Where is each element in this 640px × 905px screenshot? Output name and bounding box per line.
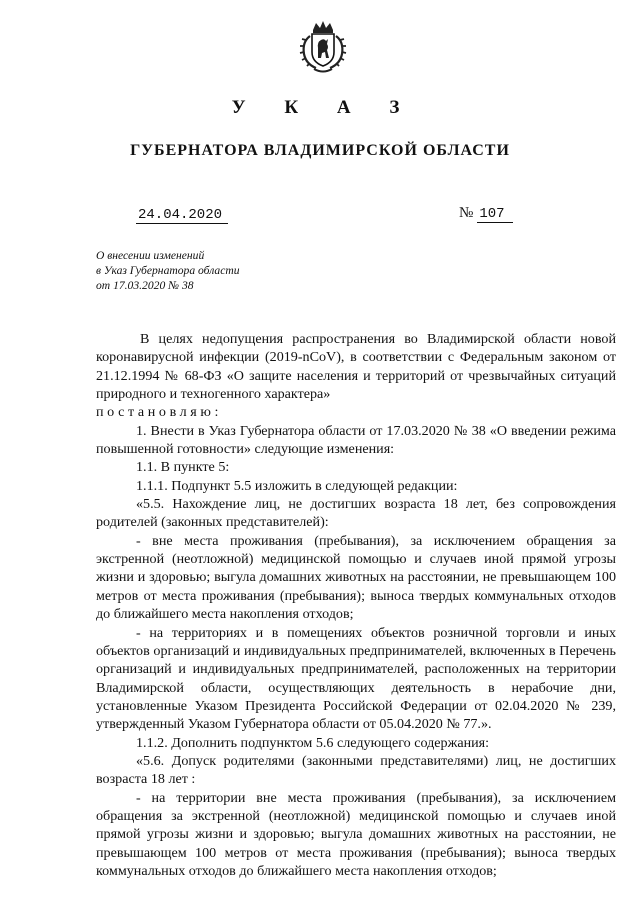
- document-number-field: [459, 205, 513, 222]
- quoted-clause-5-5: «5.5. Нахождение лиц, не достигших возраста 18 лет, без сопровождения родителей (законных представителей):: [96, 496, 616, 531]
- coat-of-arms-icon: [296, 20, 350, 76]
- document-number: 107: [477, 206, 512, 223]
- quoted-clause-5-6: «5.6. Допуск родителями (законными представителями) лиц, не достигших возраста 18 лет :: [96, 752, 616, 788]
- document-body: [96, 330, 616, 880]
- clause-1-1: 1.1. В пункте 5:: [136, 459, 230, 476]
- clause-1-1-2: 1.1.2. Дополнить подпунктом 5.6 следующего содержания:: [136, 734, 490, 751]
- amendment-note-line: от 17.03.2020 № 38: [96, 279, 194, 292]
- quoted-clause-5-6-item-a: - на территории вне места проживания (пребывания), за исключением обращения за экстренной (неотложной) медицинской помощью и случаев иной прямой угрозы жизни и здоровью; выгула домашних животных на расстоянии, не превышающем 100 метров от места проживания (пребывания); выноса твердых коммунальных отходов до ближайшего места накопления отходов;: [96, 789, 616, 879]
- clause-1: 1. Внести в Указ Губернатора области от 17.03.2020 № 38 «О введении режима повышенной готовности» следующие изменения:: [96, 422, 616, 458]
- decree-word: постановляю:: [96, 404, 223, 421]
- document-subtitle: ГУБЕРНАТОРА ВЛАДИМИРСКОЙ ОБЛАСТИ: [130, 142, 510, 159]
- clause-1-1-1: 1.1.1. Подпункт 5.5 изложить в следующей редакции:: [136, 477, 458, 494]
- document-date: 24.04.2020: [136, 207, 228, 224]
- quoted-clause-5-5-item-a: - вне места проживания (пребывания), за исключением обращения за экстренной (неотложной) медицинской помощью и случаев иной прямой угрозы жизни и здоровью; выгула домашних животных на расстоянии, не превышающем 100 метров от места проживания (пребывания); выноса твердых коммунальных отходов до ближайшего места накопления отходов;: [96, 532, 616, 623]
- amendment-note: [96, 248, 240, 293]
- document-title: У К А З: [231, 97, 417, 118]
- quoted-clause-5-5-item-b: - на территориях и в помещениях объектов розничной торговли и иных объектов организаций и индивидуальных предпринимателей, включенных в Перечень организаций и индивидуальных предпринимателей, расположенных на территории Владимирской области, осуществляющих деятельность в нерабочие дни, установленные Указом Президента Российской Федерации от 02.04.2020 № 239, утвержденный Указом Губернатора области от 05.04.2020 № 77.».: [96, 624, 616, 733]
- amendment-note-line: в Указ Губернатора области: [96, 264, 240, 277]
- number-sign: №: [459, 205, 474, 221]
- preamble-paragraph: В целях недопущения распространения во Владимирской области новой коронавирусной инфекции (2019-nCoV), в соответствии с Федеральным законом от 21.12.1994 № 68-ФЗ «О защите населения и территорий от чрезвычайных ситуаций природного и техногенного характера»: [96, 331, 616, 403]
- amendment-note-line: О внесении изменений: [96, 249, 205, 262]
